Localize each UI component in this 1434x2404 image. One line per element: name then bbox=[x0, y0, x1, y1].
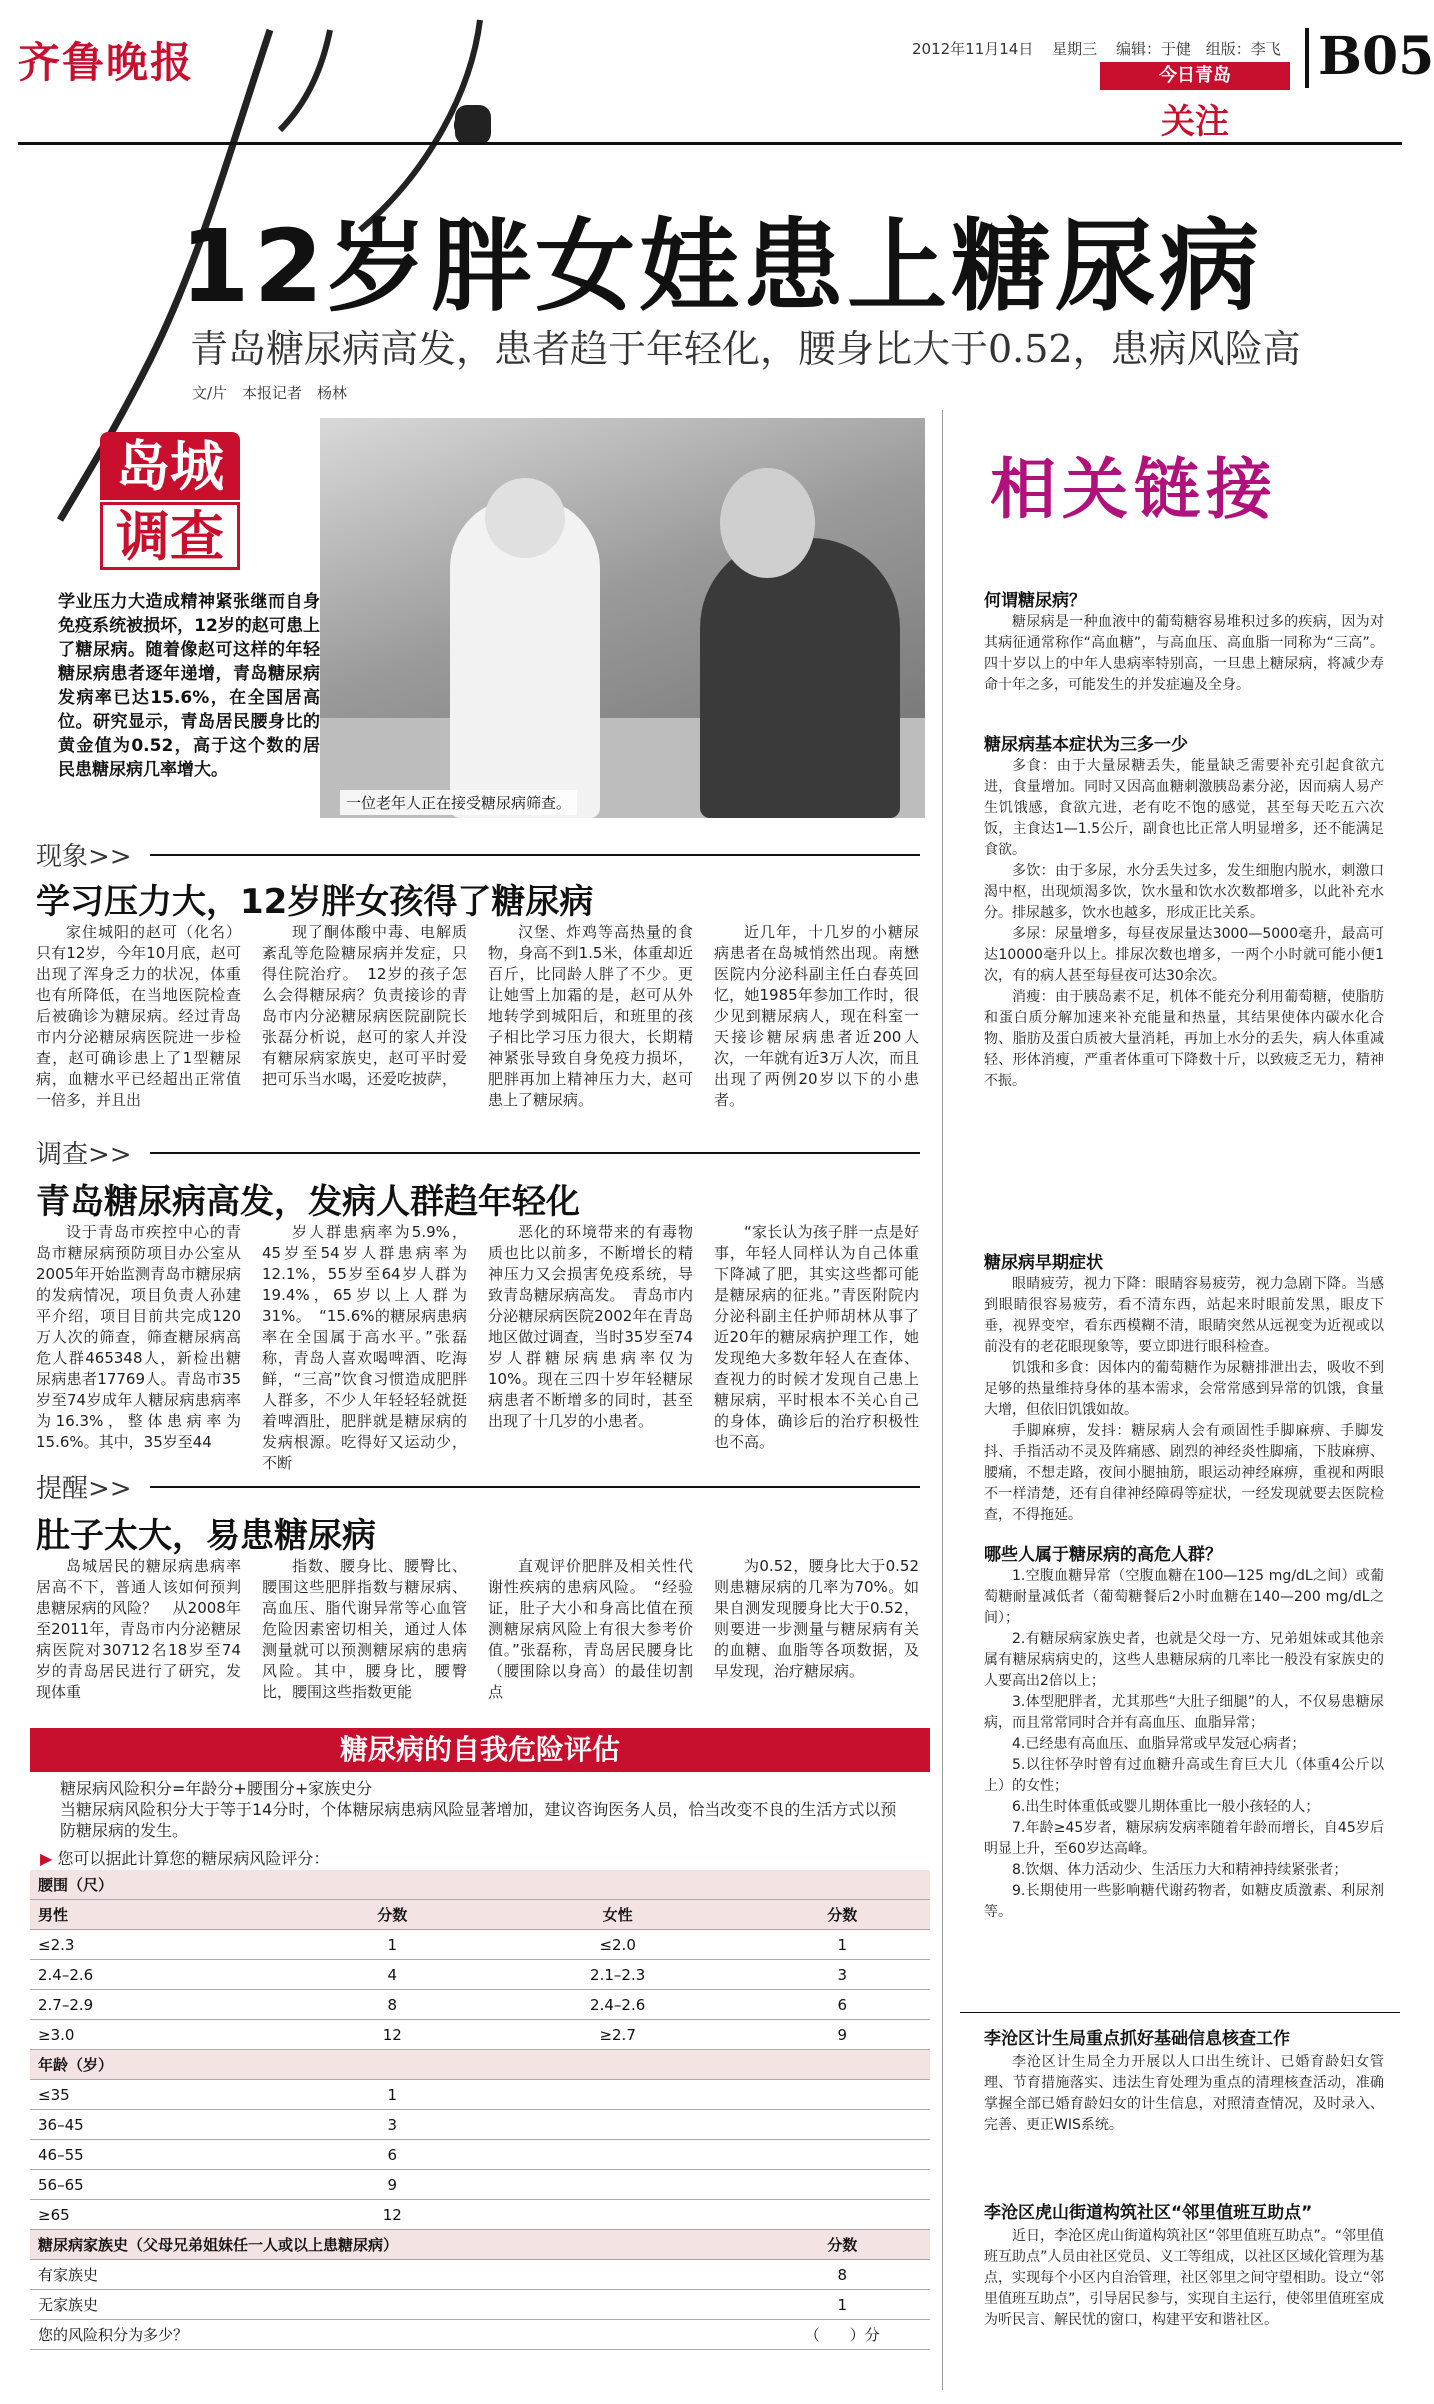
dateline bbox=[912, 38, 1281, 59]
risk-prompt-text: 您可以据此计算您的糖尿病风险评分： bbox=[57, 1849, 330, 1868]
sidebar-paragraph: 2.有糖尿病家族史者，也就是父母一方、兄弟姐妹或其他亲属有糖尿病病史的，这些人患糖尿病的几率比一般没有家族史的人要高出2倍以上； bbox=[984, 1631, 1384, 1689]
sidebar-paragraph: 饥饿和多食：因体内的葡萄糖作为尿糖排泄出去，吸收不到足够的热量维持身体的基本需求，会常常感到异常的饥饿，食量大增，但依旧饥饿如故。 bbox=[984, 1360, 1384, 1418]
news-photo bbox=[320, 418, 925, 818]
col-score: 分数 bbox=[755, 1900, 930, 1930]
table-row bbox=[30, 2080, 930, 2110]
cell: 3 bbox=[304, 2110, 481, 2140]
waist-header: 腰围（尺） bbox=[30, 1870, 930, 1900]
section3-label: 提醒>> bbox=[36, 1474, 132, 1504]
cell: ≥65 bbox=[30, 2200, 304, 2230]
section-tag: 今日青岛 bbox=[1100, 62, 1290, 90]
table-row bbox=[30, 2230, 930, 2260]
total-label: 您的风险积分为多少？ bbox=[30, 2320, 755, 2350]
section1-col3 bbox=[488, 922, 693, 1111]
editor-credit: 编辑：于健 bbox=[1115, 40, 1191, 58]
section1-text: 汉堡、炸鸡等高热量的食物，身高不到1.5米，体重却近百斤，比同龄人胖了不少。更让她雪上加霜的是，赵可从外地转学到城阳后，和班里的孩子相比学习压力很大，长期精神紧张导致自身免疫力损坏，肥胖再加上精神压力大，赵可患上了糖尿病。 bbox=[488, 923, 693, 1109]
news2-title: 李沧区虎山街道构筑社区“邻里值班互助点” bbox=[984, 2203, 1313, 2223]
section1-col1 bbox=[36, 922, 241, 1111]
page-number-divider bbox=[1305, 28, 1309, 88]
section2-text: “家长认为孩子胖一点是好事，年轻人同样认为自己体重下降减了肥，其实这些都可能是糖尿病的征兆。”青医附院内分泌科副主任护师胡林从事了近20年的糖尿病护理工作，她发现绝大多数年轻人在查体、查视力的时候才发现自己患上糖尿病，平时根本不关心自己的身体，确诊后的治疗积极性也不高。 bbox=[714, 1223, 919, 1451]
sidebar-paragraph: 4.已经患有高血压、血脂异常或早发冠心病者； bbox=[1012, 1736, 1306, 1752]
news1-title: 李沧区计生局重点抓好基础信息核查工作 bbox=[984, 2029, 1290, 2049]
sidebar-paragraph: 多尿：尿量增多，每昼夜尿量达3000—5000毫升，最高可达10000毫升以上。排尿次数也增多，一两个小时就可能小便1次，有的病人甚至每昼夜可达30余次。 bbox=[984, 926, 1384, 984]
sidebar-paragraph: 糖尿病是一种血液中的葡萄糖容易堆积过多的疾病，因为对其病征通常称作“高血糖”，与高血压、高血脂一同称为“三高”。四十岁以上的中年人患病率特别高，一旦患上糖尿病，将减少寿命十年之多，可能发生的并发症遍及全身。 bbox=[984, 614, 1384, 693]
family-score-header: 分数 bbox=[755, 2230, 930, 2260]
col-female: 女性 bbox=[481, 1900, 755, 1930]
risk-table bbox=[30, 1870, 930, 2350]
sidebar-paragraph: 7.年龄≥45岁者，糖尿病发病率随着年龄而增长，自45岁后明显上升，至60岁达高峰。 bbox=[984, 1820, 1384, 1857]
col-male: 男性 bbox=[30, 1900, 304, 1930]
sidebar-paragraph: 5.以往怀孕时曾有过血糖升高或生育巨大儿（体重4公斤以上）的女性； bbox=[984, 1757, 1384, 1794]
cell: 1 bbox=[304, 2080, 481, 2110]
section2-text: 岁人群患病率为5.9%，45岁至54岁人群患病率为12.1%，55岁至64岁人群为19.4%，65岁以上人群为31%。 “15.6%的糖尿病患病率在全国属于高水平。”张磊称，青岛人喜欢喝啤酒、吃海鲜，“三高”饮食习惯造成肥胖人群多，不少人年轻轻轻就挺着啤酒肚，肥胖就是糖尿病的发病根源。吃得好又运动少，不断 bbox=[262, 1223, 467, 1472]
section3-rule bbox=[150, 1486, 920, 1488]
col-score: 分数 bbox=[304, 1900, 481, 1930]
table-row bbox=[30, 2110, 930, 2140]
section2-text: 设于青岛市疾控中心的青岛市糖尿病预防项目办公室从2005年开始监测青岛市糖尿病的发病情况，项目负责人孙建平介绍，项目目前共完成120万人次的筛查，筛查糖尿病高危人群465348人，新检出糖尿病患者17769人。青岛市35岁至74岁成年人糖尿病患病率为16.3%，整体患病率为15.6%。其中，35岁至44 bbox=[36, 1223, 241, 1451]
section3-text: 岛城居民的糖尿病患病率居高不下，普通人该如何预判患糖尿病的风险？ 从2008年至2011年，青岛市内分泌糖尿病医院对30712名18岁至74岁的青岛居民进行了研究，发现体重 bbox=[36, 1557, 241, 1701]
sidebar-paragraph: 多食：由于大量尿糖丢失，能量缺乏需要补充引起食欲亢进，食量增加。同时又因高血糖刺激胰岛素分泌，因而病人易产生饥饿感，食欲亢进，老有吃不饱的感觉，甚至每天吃五六次饭，主食达1—1.5公斤，副食也比正常人明显增多，还不能满足食欲。 bbox=[984, 758, 1384, 858]
sidebar-q1-text bbox=[984, 612, 1384, 696]
table-row bbox=[30, 1930, 930, 1960]
cell: 12 bbox=[304, 2020, 481, 2050]
cell: 8 bbox=[755, 2260, 930, 2290]
section3-text: 直观评价肥胖及相关性代谢性疾病的患病风险。 “经验证，肚子大小和身高比值在预测糖尿病风险上有很大参考价值。”张磊称，青岛居民腰身比（腰围除以身高）的最佳切割点 bbox=[488, 1557, 693, 1701]
photo-patient bbox=[700, 538, 900, 818]
section2-col3 bbox=[488, 1222, 693, 1432]
cell: ≥3.0 bbox=[30, 2020, 304, 2050]
cell: 无家族史 bbox=[30, 2290, 755, 2320]
section1-col4 bbox=[714, 922, 919, 1111]
cell: ≤2.0 bbox=[481, 1930, 755, 1960]
table-row bbox=[30, 1900, 930, 1930]
photo-nurse-head bbox=[485, 478, 565, 558]
byline: 文/片 本报记者 杨林 bbox=[192, 384, 348, 402]
cell: 1 bbox=[304, 1930, 481, 1960]
section1-text: 现了酮体酸中毒、电解质紊乱等危险糖尿病并发症，只得住院治疗。 12岁的孩子怎么会得糖尿病？负责接诊的青岛市内分泌糖尿病医院副院长张磊分析说，赵可的家人并没有糖尿病家族史，赵可平时爱把可乐当水喝，还爱吃披萨， bbox=[262, 923, 467, 1088]
related-links-logo: 相关链接 bbox=[990, 450, 1278, 528]
sidebar-paragraph: 6.出生时体重低或婴儿期体重比一般小孩轻的人； bbox=[1012, 1799, 1320, 1815]
sidebar-paragraph: 1.空腹血糖异常（空腹血糖在100—125 mg/dL之间）或葡萄糖耐量减低者（葡萄糖餐后2小时血糖在140—200 mg/dL之间）； bbox=[984, 1568, 1384, 1626]
cell: 56–65 bbox=[30, 2170, 304, 2200]
cell: 46–55 bbox=[30, 2140, 304, 2170]
cell: 36–45 bbox=[30, 2110, 304, 2140]
sidebar-q3-text bbox=[984, 1274, 1384, 1526]
sidebar-q3: 糖尿病早期症状 bbox=[984, 1253, 1103, 1273]
cell: 2.1–2.3 bbox=[481, 1960, 755, 1990]
section3-col3 bbox=[488, 1556, 693, 1703]
cell: 3 bbox=[755, 1960, 930, 1990]
table-row bbox=[30, 2170, 930, 2200]
table-row bbox=[30, 2260, 930, 2290]
risk-title: 糖尿病的自我危险评估 bbox=[30, 1728, 930, 1772]
header-rule bbox=[18, 142, 1402, 145]
section1-text: 近几年，十几岁的小糖尿病患者在岛城悄然出现。南懋医院内分泌科副主任白春英回忆，她1985年参加工作时，很少见到糖尿病人，现在科室一天接诊糖尿病患者近200人次，一年就有近3万人次，而且出现了两例20岁以下的小患者。 bbox=[714, 923, 919, 1109]
sidebar-q4-text bbox=[984, 1566, 1384, 1923]
section3-text: 指数、腰身比、腰臀比、腰围这些肥胖指数与糖尿病、高血压、脂代谢异常等心血管危险因素密切相关，通过人体测量就可以预测糖尿病的患病风险。其中，腰身比，腰臀比，腰围这些指数更能 bbox=[262, 1557, 467, 1701]
column-brand bbox=[100, 432, 240, 572]
cell: 9 bbox=[755, 2020, 930, 2050]
layout-credit: 组版：李飞 bbox=[1205, 40, 1281, 58]
brand-line-2: 调查 bbox=[100, 502, 240, 570]
cell: ≤35 bbox=[30, 2080, 304, 2110]
section2-col2 bbox=[262, 1222, 467, 1474]
table-row bbox=[30, 2200, 930, 2230]
total-blank: （ ）分 bbox=[755, 2320, 930, 2350]
cell: 有家族史 bbox=[30, 2260, 755, 2290]
sidebar-rule bbox=[960, 2012, 1400, 2013]
cell: 8 bbox=[304, 1990, 481, 2020]
sidebar-q1: 何谓糖尿病？ bbox=[984, 591, 1086, 611]
section1-text: 家住城阳的赵可（化名）只有12岁，今年10月底，赵可出现了浑身乏力的状况，体重也有所降低，在当地医院检查后被确诊为糖尿病。经过青岛市内分泌糖尿病医院进一步检查，赵可确诊患上了1型糖尿病，血糖水平已经超出正常值一倍多，并且出 bbox=[36, 923, 241, 1109]
cell: ≤2.3 bbox=[30, 1930, 304, 1960]
risk-description bbox=[60, 1778, 910, 1841]
section1-col2 bbox=[262, 922, 467, 1090]
news1-text bbox=[984, 2052, 1384, 2136]
sidebar-paragraph: 近日，李沧区虎山街道构筑社区“邻里值班互助点”。“邻里值班互助点”人员由社区党员、义工等组成，以社区区域化管理为基点，实现每个小区内自治管理，社区邻里之间守望相助。设立“邻里值班互助点”，引导居民参与，实现自主运行，使邻里值班室成为听民言、解民忧的窗口，构建平安和谐社区。 bbox=[984, 2228, 1384, 2328]
cell: 2.4–2.6 bbox=[30, 1960, 304, 1990]
section2-label: 调查>> bbox=[36, 1140, 132, 1170]
table-row bbox=[30, 2320, 930, 2350]
section2-title: 青岛糖尿病高发，发病人群趋年轻化 bbox=[36, 1182, 580, 1222]
cell: 6 bbox=[755, 1990, 930, 2020]
sidebar-paragraph: 李沧区计生局全力开展以人口出生统计、已婚育龄妇女管理、节育措施落实、违法生育处理为重点的清理核查活动，准确掌握全部已婚育龄妇女的计生信息，对照清查情况，及时录入、完善、更正WIS系统。 bbox=[984, 2054, 1384, 2133]
sidebar-paragraph: 眼睛疲劳，视力下降：眼睛容易疲劳，视力急剧下降。当感到眼睛很容易疲劳，看不清东西，站起来时眼前发黑，眼皮下垂，视界变窄，看东西模糊不清，眼睛突然从远视变为近视或以前没有的老花眼现象等，要立即进行眼科检查。 bbox=[984, 1276, 1384, 1355]
issue-weekday: 星期三 bbox=[1052, 40, 1098, 58]
sidebar-q2-text bbox=[984, 756, 1384, 1092]
table-row bbox=[30, 1960, 930, 1990]
column-divider bbox=[942, 410, 943, 2390]
table-row bbox=[30, 2020, 930, 2050]
arrow-right-icon: ▶ bbox=[40, 1849, 53, 1868]
table-row bbox=[30, 2050, 930, 2080]
family-header: 糖尿病家族史（父母兄弟姐妹任一人或以上患糖尿病） bbox=[30, 2230, 755, 2260]
cell: 2.7–2.9 bbox=[30, 1990, 304, 2020]
age-header: 年龄（岁） bbox=[30, 2050, 930, 2080]
sidebar-paragraph: 多饮：由于多尿，水分丢失过多，发生细胞内脱水，刺激口渴中枢，出现烦渴多饮，饮水量和饮水次数都增多，以此补充水分。排尿越多，饮水也越多，形成正比关系。 bbox=[984, 863, 1384, 921]
table-row bbox=[30, 2290, 930, 2320]
section2-col4 bbox=[714, 1222, 919, 1453]
cell: 4 bbox=[304, 1960, 481, 1990]
table-row bbox=[30, 1990, 930, 2020]
risk-prompt bbox=[40, 1846, 900, 1869]
sidebar-paragraph: 消瘦：由于胰岛素不足，机体不能充分利用葡萄糖，使脂肪和蛋白质分解加速来补充能量和热量，其结果使体内碳水化合物、脂肪及蛋白质被大量消耗，再加上水分的丢失，病人体重减轻、形体消瘦，严重者体重可下降数十斤，以致疲乏无力，精神不振。 bbox=[984, 989, 1384, 1089]
risk-advice: 当糖尿病风险积分大于等于14分时，个体糖尿病患病风险显著增加，建议咨询医务人员，恰当改变不良的生活方式以预防糖尿病的发生。 bbox=[60, 1800, 897, 1840]
page-subheadline: 青岛糖尿病高发，患者趋于年轻化，腰身比大于0.52，患病风险高 bbox=[190, 327, 1301, 371]
section-name: 关注 bbox=[1161, 102, 1229, 142]
section3-col2 bbox=[262, 1556, 467, 1703]
section2-text: 恶化的环境带来的有毒物质也比以前多，不断增长的精神压力又会损害免疫系统，导致青岛糖尿病高发。 青岛市内分泌糖尿病医院2002年在青岛地区做过调查，当时35岁至74岁人群糖尿病患病率仅为10%。现在三四十岁年轻糖尿病患者不断增多的同时，甚至出现了十几岁的小患者。 bbox=[488, 1223, 693, 1430]
sidebar-q2: 糖尿病基本症状为三多一少 bbox=[984, 735, 1188, 755]
section1-label: 现象>> bbox=[36, 842, 132, 872]
photo-patient-head bbox=[720, 468, 815, 578]
risk-formula: 糖尿病风险积分=年龄分+腰围分+家族史分 bbox=[60, 1779, 373, 1798]
photo-caption: 一位老年人正在接受糖尿病筛查。 bbox=[340, 790, 577, 815]
section2-col1 bbox=[36, 1222, 241, 1453]
cell: 1 bbox=[755, 1930, 930, 1960]
section2-rule bbox=[150, 1152, 920, 1154]
page-headline: 12岁胖女娃患上糖尿病 bbox=[180, 208, 1264, 325]
issue-date: 2012年11月14日 bbox=[912, 40, 1034, 58]
sidebar-q4: 哪些人属于糖尿病的高危人群？ bbox=[984, 1545, 1222, 1565]
cell: 6 bbox=[304, 2140, 481, 2170]
page-number: B05 bbox=[1318, 26, 1434, 87]
sidebar-paragraph: 9.长期使用一些影响糖代谢药物者，如糖皮质激素、利尿剂等。 bbox=[984, 1883, 1384, 1920]
section3-title: 肚子太大，易患糖尿病 bbox=[36, 1516, 376, 1556]
section1-rule bbox=[150, 854, 920, 856]
brand-line-1: 岛城 bbox=[100, 432, 240, 500]
masthead-logo: 齐鲁晚报 bbox=[18, 38, 195, 87]
sidebar-paragraph: 3.体型肥胖者，尤其那些“大肚子细腿”的人，不仅易患糖尿病，而且常常同时合并有高血压、血脂异常； bbox=[984, 1694, 1384, 1731]
cell: 1 bbox=[755, 2290, 930, 2320]
sidebar-paragraph: 8.饮烟、体力活动少、生活压力大和精神持续紧张者； bbox=[1012, 1862, 1348, 1878]
cell: ≥2.7 bbox=[481, 2020, 755, 2050]
section3-text: 为0.52，腰身比大于0.52则患糖尿病的几率为70%。如果自测发现腰身比大于0.52，则要进一步测量与糖尿病有关的血糖、血脂等各项数据，及早发现，治疗糖尿病。 bbox=[714, 1557, 919, 1680]
news2-text bbox=[984, 2226, 1384, 2331]
table-row bbox=[30, 1870, 930, 1900]
cell: 2.4–2.6 bbox=[481, 1990, 755, 2020]
section1-title: 学习压力大，12岁胖女孩得了糖尿病 bbox=[36, 882, 594, 922]
section3-col1 bbox=[36, 1556, 241, 1703]
lead-paragraph: 学业压力大造成精神紧张继而自身免疫系统被损坏，12岁的赵可患上了糖尿病。随着像赵可这样的年轻糖尿病患者逐年递增，青岛糖尿病发病率已达15.6%，在全国居高位。研究显示，青岛居民腰身比的黄金值为0.52，高于这个数的居民患糖尿病几率增大。 bbox=[58, 592, 320, 780]
cell: 9 bbox=[304, 2170, 481, 2200]
cell: 12 bbox=[304, 2200, 481, 2230]
section3-col4 bbox=[714, 1556, 919, 1682]
table-row bbox=[30, 2140, 930, 2170]
sidebar-paragraph: 手脚麻痹，发抖：糖尿病人会有顽固性手脚麻痹、手脚发抖、手指活动不灵及阵痛感、剧烈的神经炎性脚痛，下肢麻痹、腰痛，不想走路，夜间小腿抽筋，眼运动神经麻痹，重视和两眼不一样清楚，还有自律神经障碍等症状，一经发现就要去医院检查，不得拖延。 bbox=[984, 1423, 1384, 1523]
